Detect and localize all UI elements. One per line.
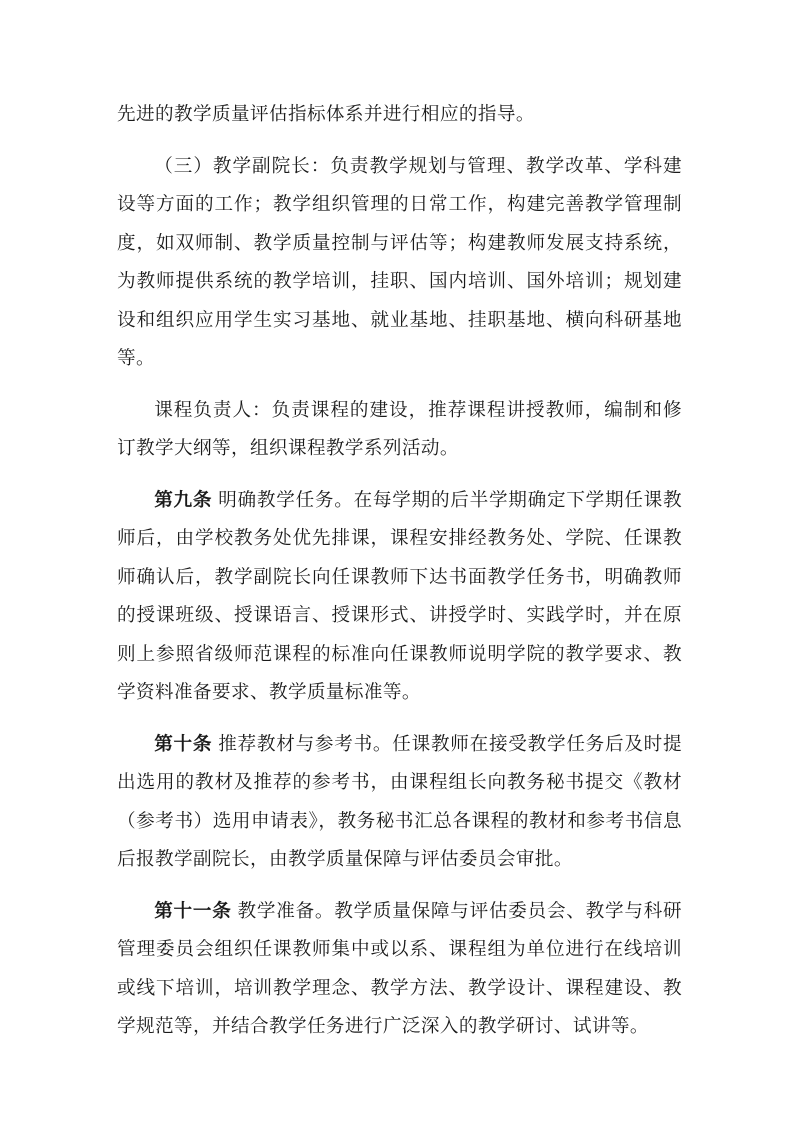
- paragraph-text: 课程负责人：负责课程的建设，推荐课程讲授教师，编制和修订教学大纲等，组织课程教学系列活动。: [117, 399, 682, 459]
- paragraph-text: 明确教学任务。在每学期的后半学期确定下学期任课教师后，由学校教务处优先排课，课程安排经教务处、学院、任课教师确认后，教学副院长向任课教师下达书面教学任务书，明确教师的授课班级、授课语言、授课形式、讲授学时、实践学时，并在原则上参照省级师范课程的标准向任课教师说明学院的教学要求、教学资料准备要求、教学质量标准等。: [117, 489, 683, 703]
- article-9: [117, 482, 682, 713]
- paragraph-text: 推荐教材与参考书。任课教师在接受教学任务后及时提出选用的教材及推荐的参考书，由课程组长向教务秘书提交《教材（参考书）选用申请表》，教务秘书汇总各课程的教材和参考书信息后报教学副院长，由教学质量保障与评估委员会审批。: [117, 733, 683, 870]
- article-10: [117, 726, 682, 880]
- paragraph-text: （三）教学副院长：负责教学规划与管理、教学改革、学科建设等方面的工作；教学组织管理的日常工作，构建完善教学管理制度，如双师制、教学质量控制与评估等；构建教师发展支持系统，为教师提供系统的教学培训，挂职、国内培训、国外培训；规划建设和组织应用学生实习基地、就业基地、挂职基地、横向科研基地等。: [117, 155, 682, 369]
- paragraph-text: 先进的教学质量评估指标体系并进行相应的指导。: [117, 104, 535, 125]
- paragraph-vice-dean: [117, 148, 682, 379]
- paragraph-course-leader: [117, 392, 682, 469]
- article-label: 第九条: [154, 489, 213, 511]
- article-11: [117, 893, 682, 1047]
- document-body: [117, 96, 682, 1060]
- article-label: 第十条: [154, 733, 213, 755]
- paragraph-continuation: [117, 96, 682, 135]
- article-label: 第十一条: [154, 900, 232, 922]
- paragraph-text: 教学准备。教学质量保障与评估委员会、教学与科研管理委员会组织任课教师集中或以系、课程组为单位进行在线培训或线下培训，培训教学理念、教学方法、教学设计、课程建设、教学规范等，并结合教学任务进行广泛深入的教学研讨、试讲等。: [117, 900, 682, 1037]
